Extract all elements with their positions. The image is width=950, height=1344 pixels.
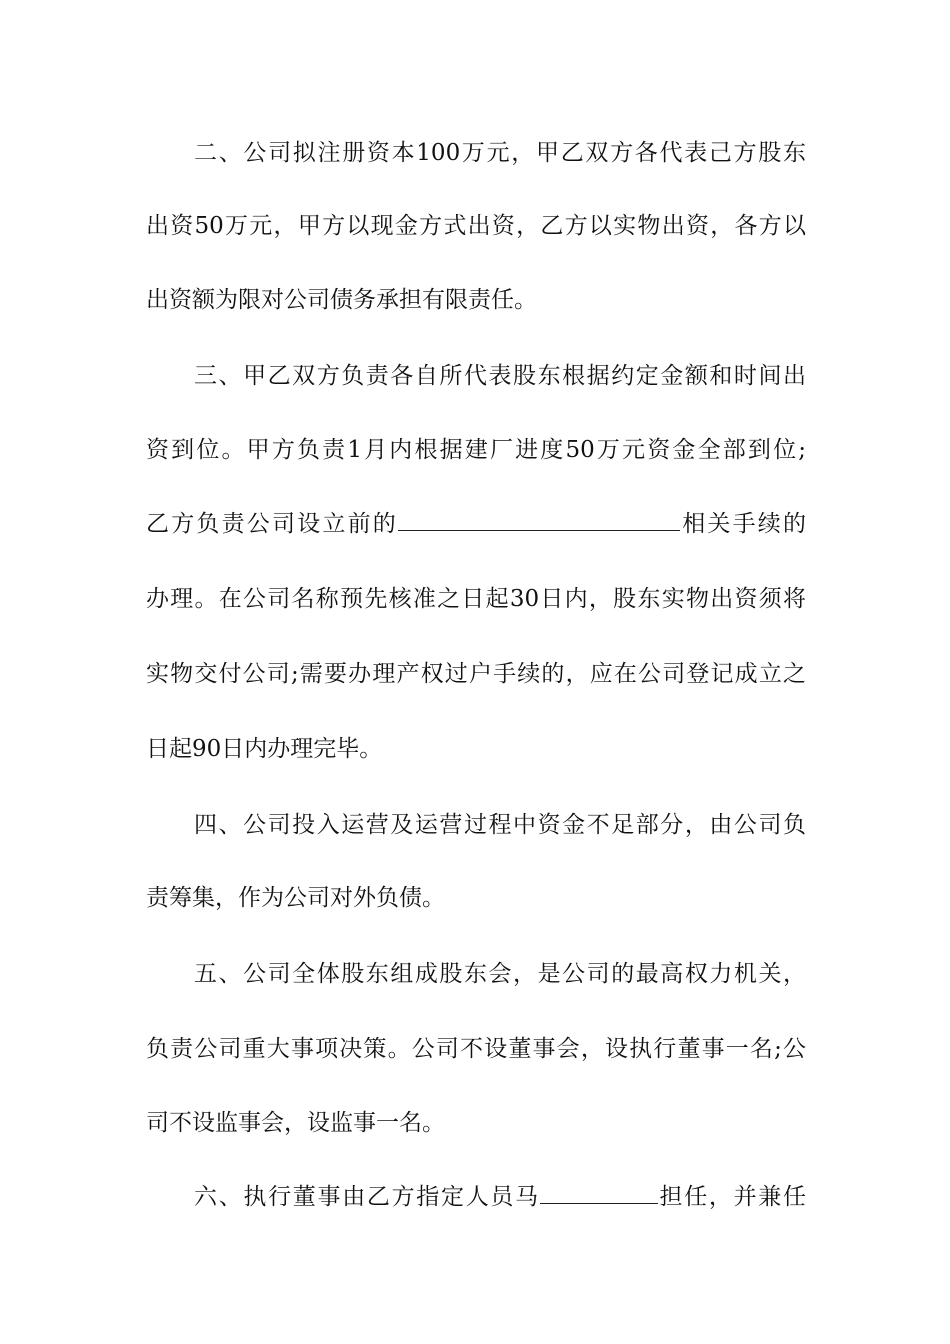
paragraph-3-line-4: 办理。在公司名称预先核准之日起30日内，股东实物出资须将 bbox=[146, 586, 806, 612]
paragraph-6-line-1 bbox=[194, 1177, 806, 1217]
paragraph-6-line-1-after: 担任，并兼任 bbox=[657, 1184, 807, 1210]
paragraph-3-line-6: 日起90日内办理完毕。 bbox=[146, 736, 383, 762]
paragraph-3-line-3-before: 乙方负责公司设立前的 bbox=[146, 511, 398, 537]
paragraph-5-line-2: 负责公司重大事项决策。公司不设董事会，设执行董事一名;公 bbox=[146, 1036, 806, 1062]
paragraph-2-line-1: 二、公司拟注册资本100万元，甲乙双方各代表己方股东 bbox=[194, 140, 806, 166]
paragraph-3-line-3-after: 相关手续的 bbox=[680, 511, 807, 537]
paragraph-4-line-2: 责筹集，作为公司对外负债。 bbox=[146, 885, 445, 911]
fill-in-blank-procedures bbox=[398, 510, 680, 531]
paragraph-4-line-1: 四、公司投入运营及运营过程中资金不足部分，由公司负 bbox=[194, 812, 806, 838]
paragraph-2-line-3: 出资额为限对公司债务承担有限责任。 bbox=[146, 287, 537, 313]
paragraph-5-line-3: 司不设监事会，设监事一名。 bbox=[146, 1110, 445, 1136]
paragraph-3-line-3 bbox=[146, 504, 806, 544]
paragraph-6-line-1-before: 六、执行董事由乙方指定人员马 bbox=[194, 1184, 540, 1210]
paragraph-3-line-5: 实物交付公司;需要办理产权过户手续的，应在公司登记成立之 bbox=[146, 661, 806, 687]
paragraph-3-line-1: 三、甲乙双方负责各自所代表股东根据约定金额和时间出 bbox=[194, 363, 806, 389]
paragraph-2-line-2: 出资50万元，甲方以现金方式出资，乙方以实物出资，各方以 bbox=[146, 213, 806, 239]
paragraph-3-line-2: 资到位。甲方负责1月内根据建厂进度50万元资金全部到位; bbox=[146, 437, 806, 463]
paragraph-5-line-1: 五、公司全体股东组成股东会，是公司的最高权力机关， bbox=[194, 961, 806, 987]
fill-in-blank-director-name bbox=[540, 1183, 658, 1204]
